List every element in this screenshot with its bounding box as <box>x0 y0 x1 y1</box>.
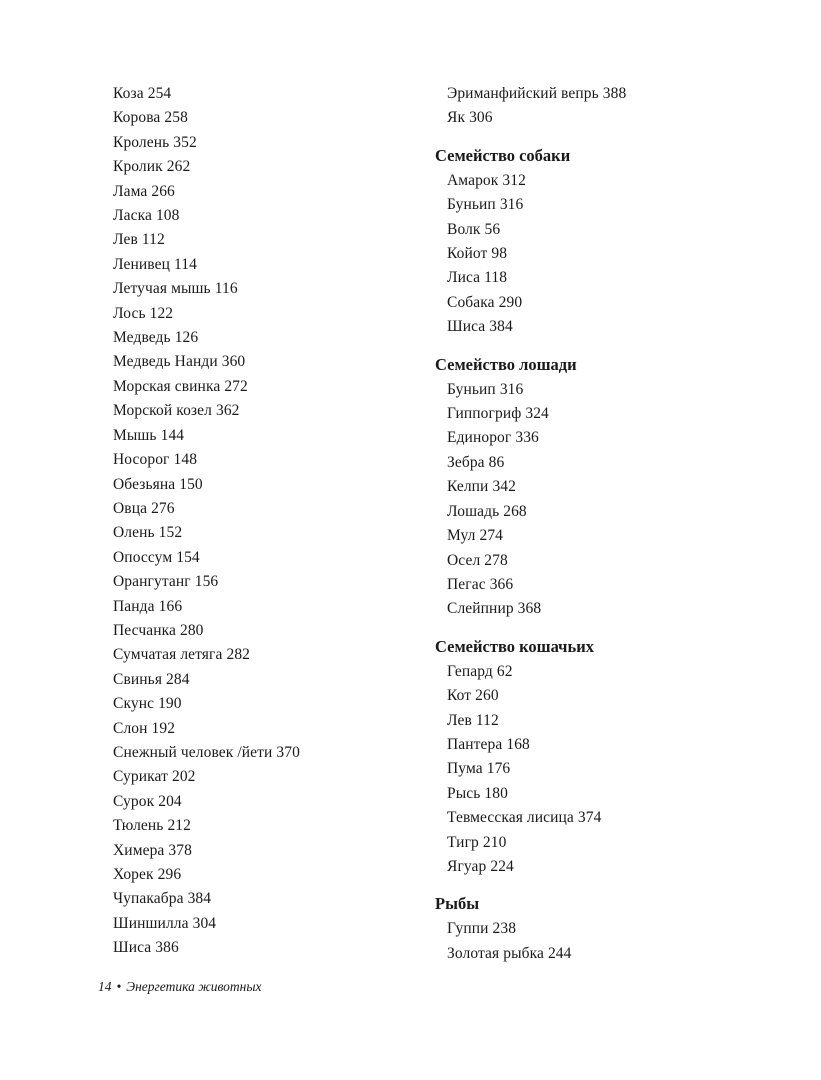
entry-label: Сурок <box>113 792 155 810</box>
entry-page-number: 360 <box>221 353 246 371</box>
entry-page-number: 212 <box>167 817 192 835</box>
entry-label: Лама <box>113 182 148 200</box>
entry-label: Лошадь <box>447 502 500 520</box>
toc-entry <box>435 475 780 499</box>
entry-label: Тюлень <box>113 817 164 835</box>
entry-page-number: 266 <box>151 182 175 200</box>
toc-entry <box>435 917 780 941</box>
entry-page-number: 370 <box>276 743 300 761</box>
entry-label: Тевмесская лисица <box>447 809 574 827</box>
toc-entry <box>435 500 780 524</box>
entry-page-number: 144 <box>160 426 185 444</box>
toc-entry <box>113 155 433 179</box>
entry-label: Хорек <box>113 866 154 883</box>
entry-page-number: 304 <box>192 914 217 932</box>
entry-page-number: 244 <box>547 944 572 962</box>
toc-entry <box>435 106 780 130</box>
toc-entry <box>113 375 433 399</box>
entry-page-number: 204 <box>158 792 182 810</box>
toc-entry <box>113 863 433 887</box>
entry-label: Обезьяна <box>113 475 176 493</box>
toc-entry <box>113 204 433 228</box>
entry-label: Панда <box>113 597 155 615</box>
entry-label: Мышь <box>113 426 157 444</box>
entry-label: Шиса <box>113 939 152 957</box>
toc-entry <box>113 228 433 252</box>
entry-page-number: 168 <box>506 735 530 753</box>
toc-entry <box>435 242 780 266</box>
toc-entry <box>435 573 780 597</box>
entry-page-number: 274 <box>479 527 504 545</box>
entry-page-number: 108 <box>155 207 180 225</box>
toc-entry <box>435 169 780 193</box>
toc-entry <box>113 643 433 667</box>
entry-page-number: 154 <box>176 548 200 566</box>
entry-label: Сумчатая летяга <box>113 646 223 664</box>
entry-label: Лев <box>113 231 138 249</box>
toc-entry <box>113 570 433 594</box>
entry-label: Зебра <box>447 453 485 471</box>
entry-page-number: 176 <box>486 760 511 778</box>
footer-page-number: 14 <box>98 979 112 994</box>
entry-page-number: 384 <box>187 890 212 908</box>
footer-book-title: Энергетика животных <box>126 979 262 994</box>
entry-page-number: 190 <box>158 695 182 713</box>
toc-entry <box>113 473 433 497</box>
toc-entry <box>435 806 780 830</box>
entry-page-number: 374 <box>577 809 602 827</box>
entry-page-number: 238 <box>492 920 517 938</box>
toc-entry <box>435 402 780 426</box>
entry-label: Гуппи <box>447 920 489 938</box>
entry-page-number: 260 <box>475 687 499 705</box>
toc-entry <box>435 757 780 781</box>
toc-entry <box>113 326 433 350</box>
entry-label: Орангутанг <box>113 573 191 591</box>
toc-entry <box>113 595 433 619</box>
page-footer <box>98 978 262 996</box>
toc-entry <box>113 692 433 716</box>
entry-page-number: 316 <box>499 380 524 398</box>
entry-page-number: 280 <box>179 621 204 639</box>
footer-separator: • <box>116 979 122 994</box>
toc-entry <box>435 855 780 879</box>
toc-entry <box>113 619 433 643</box>
toc-entry <box>435 524 780 548</box>
section-heading: Рыбы <box>435 894 480 914</box>
entry-label: Ласка <box>113 207 152 225</box>
entry-page-number: 98 <box>491 245 508 263</box>
toc-entry <box>113 839 433 863</box>
entry-page-number: 282 <box>226 646 251 664</box>
entry-label: Золотая рыбка <box>447 944 544 962</box>
entry-page-number: 352 <box>173 133 197 151</box>
toc-entry <box>435 266 780 290</box>
section-heading: Семейство лошади <box>435 354 577 374</box>
entry-label: Чупакабра <box>113 890 184 908</box>
entry-label: Сурикат <box>113 768 168 786</box>
entry-label: Снежный человек /йети <box>113 743 273 761</box>
entry-label: Лиса <box>447 269 481 287</box>
entry-label: Медведь <box>113 329 171 347</box>
toc-entry <box>113 253 433 277</box>
section-heading: Семейство собаки <box>435 145 571 165</box>
entry-page-number: 284 <box>166 670 190 688</box>
entry-label: Як <box>447 109 466 127</box>
toc-entry <box>435 709 780 733</box>
entry-label: Амарок <box>447 171 499 189</box>
toc-entry <box>113 350 433 374</box>
entry-label: Химера <box>113 841 165 859</box>
entry-label: Лев <box>447 711 472 729</box>
entry-page-number: 112 <box>141 231 165 249</box>
toc-entry <box>113 912 433 936</box>
entry-page-number: 278 <box>484 551 508 569</box>
entry-label: Тигр <box>447 833 479 851</box>
entry-page-number: 276 <box>151 499 175 517</box>
entry-label: Шиса <box>447 318 486 336</box>
toc-entry <box>435 782 780 806</box>
entry-label: Эриманфийский вепрь <box>447 85 599 102</box>
entry-label: Лось <box>113 304 146 322</box>
entry-label: Ягуар <box>447 857 487 875</box>
entry-page-number: 290 <box>498 293 523 311</box>
entry-label: Овца <box>113 499 148 517</box>
toc-entry <box>113 399 433 423</box>
entry-page-number: 386 <box>155 939 179 957</box>
toc-entry <box>113 497 433 521</box>
toc-entry <box>435 218 780 242</box>
toc-entry <box>113 180 433 204</box>
entry-label: Пегас <box>447 575 486 593</box>
toc-entry <box>435 426 780 450</box>
toc-right-column <box>435 82 780 966</box>
entry-label: Пума <box>447 760 483 778</box>
entry-page-number: 114 <box>173 255 197 273</box>
entry-label: Мул <box>447 527 476 545</box>
entry-page-number: 388 <box>602 85 627 102</box>
entry-label: Собака <box>447 293 495 311</box>
entry-label: Гепард <box>447 662 493 680</box>
entry-label: Слейпнир <box>447 600 514 618</box>
toc-entry <box>113 814 433 838</box>
entry-page-number: 336 <box>515 429 539 447</box>
entry-label: Ленивец <box>113 255 170 273</box>
entry-page-number: 306 <box>469 109 493 127</box>
entry-label: Кролик <box>113 158 163 176</box>
toc-entry <box>113 765 433 789</box>
entry-page-number: 122 <box>149 304 174 322</box>
toc-entry <box>435 378 780 402</box>
entry-page-number: 296 <box>157 866 182 883</box>
entry-page-number: 272 <box>224 377 248 395</box>
toc-entry <box>435 733 780 757</box>
entry-label: Единорог <box>447 429 512 447</box>
entry-label: Морской козел <box>113 402 212 420</box>
entry-label: Пантера <box>447 735 503 753</box>
entry-label: Олень <box>113 524 155 542</box>
entry-page-number: 152 <box>158 524 183 542</box>
entry-label: Буньип <box>447 380 496 398</box>
entry-page-number: 118 <box>484 269 508 287</box>
entry-page-number: 268 <box>503 502 527 520</box>
toc-entry <box>113 717 433 741</box>
toc-entry <box>113 424 433 448</box>
toc-entry <box>435 451 780 475</box>
toc-entry <box>435 315 780 339</box>
entry-page-number: 56 <box>484 220 501 238</box>
entry-page-number: 366 <box>489 575 514 593</box>
entry-label: Буньип <box>447 196 496 214</box>
toc-left-column <box>113 82 433 961</box>
entry-label: Летучая мышь <box>113 280 211 298</box>
toc-entry <box>435 291 780 315</box>
toc-entry <box>113 82 433 106</box>
toc-entry <box>113 521 433 545</box>
toc-entry <box>113 887 433 911</box>
entry-label: Коза <box>113 85 144 102</box>
entry-page-number: 180 <box>484 784 508 802</box>
entry-label: Койот <box>447 245 488 263</box>
entry-page-number: 316 <box>499 196 524 214</box>
entry-page-number: 378 <box>168 841 192 859</box>
entry-label: Келпи <box>447 478 489 496</box>
entry-page-number: 258 <box>164 109 188 127</box>
entry-page-number: 202 <box>171 768 196 786</box>
entry-page-number: 156 <box>194 573 219 591</box>
entry-label: Гиппогриф <box>447 405 522 423</box>
entry-label: Морская свинка <box>113 377 221 395</box>
toc-entry <box>435 684 780 708</box>
entry-page-number: 148 <box>173 451 198 469</box>
entry-label: Медведь Нанди <box>113 353 218 371</box>
entry-label: Шиншилла <box>113 914 189 932</box>
entry-label: Осел <box>447 551 481 569</box>
toc-entry <box>113 741 433 765</box>
toc-entry <box>435 942 780 966</box>
entry-page-number: 86 <box>488 453 505 471</box>
entry-page-number: 126 <box>174 329 199 347</box>
toc-entry <box>113 302 433 326</box>
toc-entry <box>113 546 433 570</box>
entry-page-number: 368 <box>517 600 542 618</box>
toc-entry <box>435 549 780 573</box>
entry-label: Кот <box>447 687 472 705</box>
toc-entry <box>435 831 780 855</box>
entry-label: Носорог <box>113 451 170 469</box>
entry-label: Рысь <box>447 784 481 802</box>
entry-page-number: 262 <box>166 158 191 176</box>
entry-page-number: 324 <box>525 405 549 423</box>
entry-page-number: 112 <box>475 711 499 729</box>
toc-entry <box>435 597 780 621</box>
entry-page-number: 166 <box>158 597 183 615</box>
entry-page-number: 384 <box>489 318 513 336</box>
toc-entry <box>435 193 780 217</box>
toc-entry <box>113 936 433 960</box>
entry-label: Свинья <box>113 670 163 688</box>
entry-label: Слон <box>113 719 148 737</box>
section-heading: Семейство кошачьих <box>435 636 594 656</box>
entry-label: Опоссум <box>113 548 173 566</box>
toc-entry <box>435 82 780 106</box>
entry-page-number: 312 <box>502 171 526 189</box>
toc-entry <box>113 448 433 472</box>
entry-page-number: 362 <box>215 402 240 420</box>
entry-page-number: 342 <box>492 478 516 496</box>
toc-entry <box>113 131 433 155</box>
entry-page-number: 62 <box>496 662 513 680</box>
entry-label: Песчанка <box>113 621 176 639</box>
entry-label: Скунс <box>113 695 155 713</box>
entry-page-number: 224 <box>490 857 514 875</box>
toc-entry <box>113 790 433 814</box>
toc-entry <box>113 106 433 130</box>
entry-label: Кролень <box>113 133 170 151</box>
entry-page-number: 150 <box>179 475 203 493</box>
entry-page-number: 192 <box>151 719 176 737</box>
toc-entry <box>435 660 780 684</box>
entry-label: Волк <box>447 220 481 238</box>
entry-page-number: 210 <box>482 833 507 851</box>
toc-entry <box>113 277 433 301</box>
entry-page-number: 116 <box>214 280 238 298</box>
entry-page-number: 254 <box>147 85 172 102</box>
toc-entry <box>113 668 433 692</box>
entry-label: Корова <box>113 109 161 127</box>
